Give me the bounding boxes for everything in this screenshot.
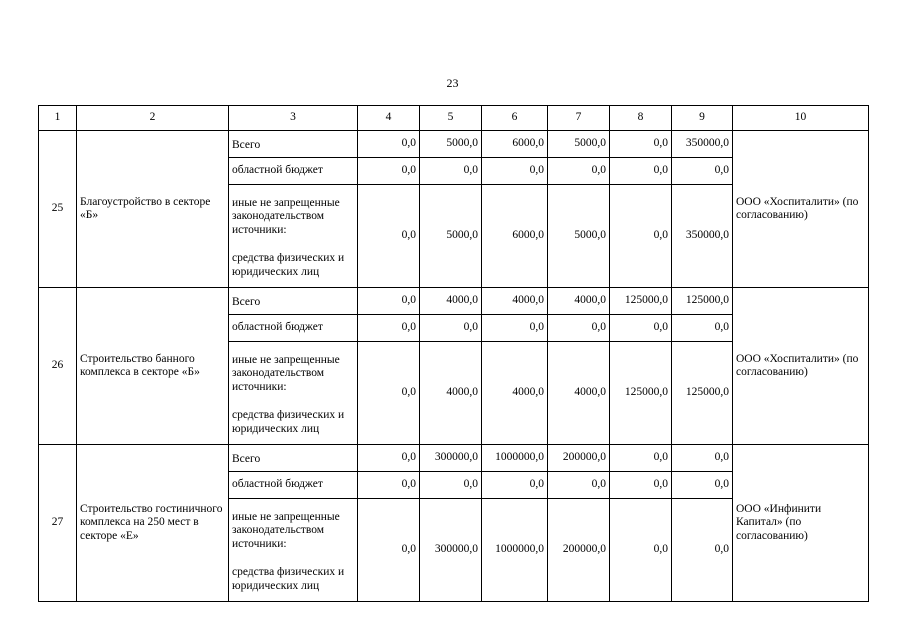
row-number: 25 (39, 131, 77, 288)
value-cell: 0,0 (672, 499, 733, 602)
value-cell: 6000,0 (482, 131, 548, 158)
table-header-row (39, 106, 869, 131)
value-cell: 300000,0 (420, 445, 482, 472)
source-label-regional: областной бюджет (229, 472, 358, 499)
private-funds-label: средства физических и юридических лиц (232, 566, 345, 592)
header-cell: 3 (229, 106, 358, 131)
value-cell: 0,0 (358, 445, 420, 472)
value-cell: 0,0 (420, 158, 482, 185)
value-cell: 0,0 (482, 158, 548, 185)
value-cell: 6000,0 (482, 185, 548, 288)
header-cell: 6 (482, 106, 548, 131)
value-cell: 0,0 (420, 315, 482, 342)
value-cell: 0,0 (672, 315, 733, 342)
value-cell: 0,0 (358, 499, 420, 602)
value-cell: 0,0 (610, 158, 672, 185)
private-funds-label: средства физических и юридических лиц (232, 409, 345, 435)
header-cell: 9 (672, 106, 733, 131)
value-cell: 0,0 (610, 499, 672, 602)
page-number: 23 (446, 76, 459, 90)
value-cell: 0,0 (420, 472, 482, 499)
measure-name: Благоустройство в секторе «Б» (77, 131, 229, 288)
header-cell: 4 (358, 106, 420, 131)
header-cell: 2 (77, 106, 229, 131)
value-cell: 125000,0 (672, 288, 733, 315)
value-cell: 0,0 (358, 342, 420, 445)
executor-name: ООО «Хоспиталити» (по согласованию) (733, 288, 869, 445)
table-row (39, 288, 869, 315)
source-label-other (229, 499, 358, 602)
measure-name: Строительство гостиничного комплекса на 250 мест в секторе «Е» (77, 445, 229, 602)
value-cell: 0,0 (358, 131, 420, 158)
value-cell: 0,0 (358, 315, 420, 342)
header-cell: 8 (610, 106, 672, 131)
row-number: 26 (39, 288, 77, 445)
source-label-total: Всего (229, 288, 358, 315)
value-cell: 0,0 (548, 158, 610, 185)
value-cell: 4000,0 (548, 288, 610, 315)
value-cell: 4000,0 (482, 288, 548, 315)
value-cell: 0,0 (672, 158, 733, 185)
value-cell: 4000,0 (482, 342, 548, 445)
table-row (39, 131, 869, 158)
value-cell: 0,0 (482, 472, 548, 499)
source-label-regional: областной бюджет (229, 158, 358, 185)
value-cell: 200000,0 (548, 499, 610, 602)
source-label-total: Всего (229, 445, 358, 472)
value-cell: 0,0 (482, 315, 548, 342)
value-cell: 125000,0 (610, 288, 672, 315)
value-cell: 0,0 (672, 445, 733, 472)
value-cell: 1000000,0 (482, 445, 548, 472)
table-row (39, 445, 869, 472)
value-cell: 125000,0 (672, 342, 733, 445)
value-cell: 4000,0 (548, 342, 610, 445)
value-cell: 0,0 (548, 315, 610, 342)
value-cell: 4000,0 (420, 288, 482, 315)
executor-name: ООО «Хоспиталити» (по согласованию) (733, 131, 869, 288)
source-label-regional: областной бюджет (229, 315, 358, 342)
header-cell: 5 (420, 106, 482, 131)
source-label-other (229, 342, 358, 445)
row-number: 27 (39, 445, 77, 602)
value-cell: 0,0 (610, 131, 672, 158)
program-measures-table (38, 105, 869, 602)
header-cell: 1 (39, 106, 77, 131)
measure-name: Строительство банного комплекса в секторе «Б» (77, 288, 229, 445)
header-cell: 10 (733, 106, 869, 131)
value-cell: 0,0 (358, 288, 420, 315)
source-label-total: Всего (229, 131, 358, 158)
other-sources-label: иные не запрещенные законодательством источники: (232, 353, 340, 393)
value-cell: 5000,0 (548, 185, 610, 288)
private-funds-label: средства физических и юридических лиц (232, 252, 345, 278)
value-cell: 0,0 (610, 445, 672, 472)
value-cell: 0,0 (672, 472, 733, 499)
value-cell: 0,0 (548, 472, 610, 499)
value-cell: 0,0 (358, 472, 420, 499)
value-cell: 0,0 (610, 315, 672, 342)
value-cell: 350000,0 (672, 131, 733, 158)
value-cell: 5000,0 (420, 185, 482, 288)
value-cell: 300000,0 (420, 499, 482, 602)
value-cell: 350000,0 (672, 185, 733, 288)
value-cell: 5000,0 (420, 131, 482, 158)
value-cell: 125000,0 (610, 342, 672, 445)
other-sources-label: иные не запрещенные законодательством источники: (232, 510, 340, 550)
value-cell: 4000,0 (420, 342, 482, 445)
value-cell: 0,0 (358, 158, 420, 185)
value-cell: 0,0 (610, 472, 672, 499)
executor-name: ООО «Инфинити Капитал» (по согласованию) (733, 445, 869, 602)
source-label-other (229, 185, 358, 288)
header-cell: 7 (548, 106, 610, 131)
value-cell: 0,0 (610, 185, 672, 288)
value-cell: 1000000,0 (482, 499, 548, 602)
value-cell: 5000,0 (548, 131, 610, 158)
value-cell: 200000,0 (548, 445, 610, 472)
value-cell: 0,0 (358, 185, 420, 288)
other-sources-label: иные не запрещенные законодательством источники: (232, 196, 340, 236)
